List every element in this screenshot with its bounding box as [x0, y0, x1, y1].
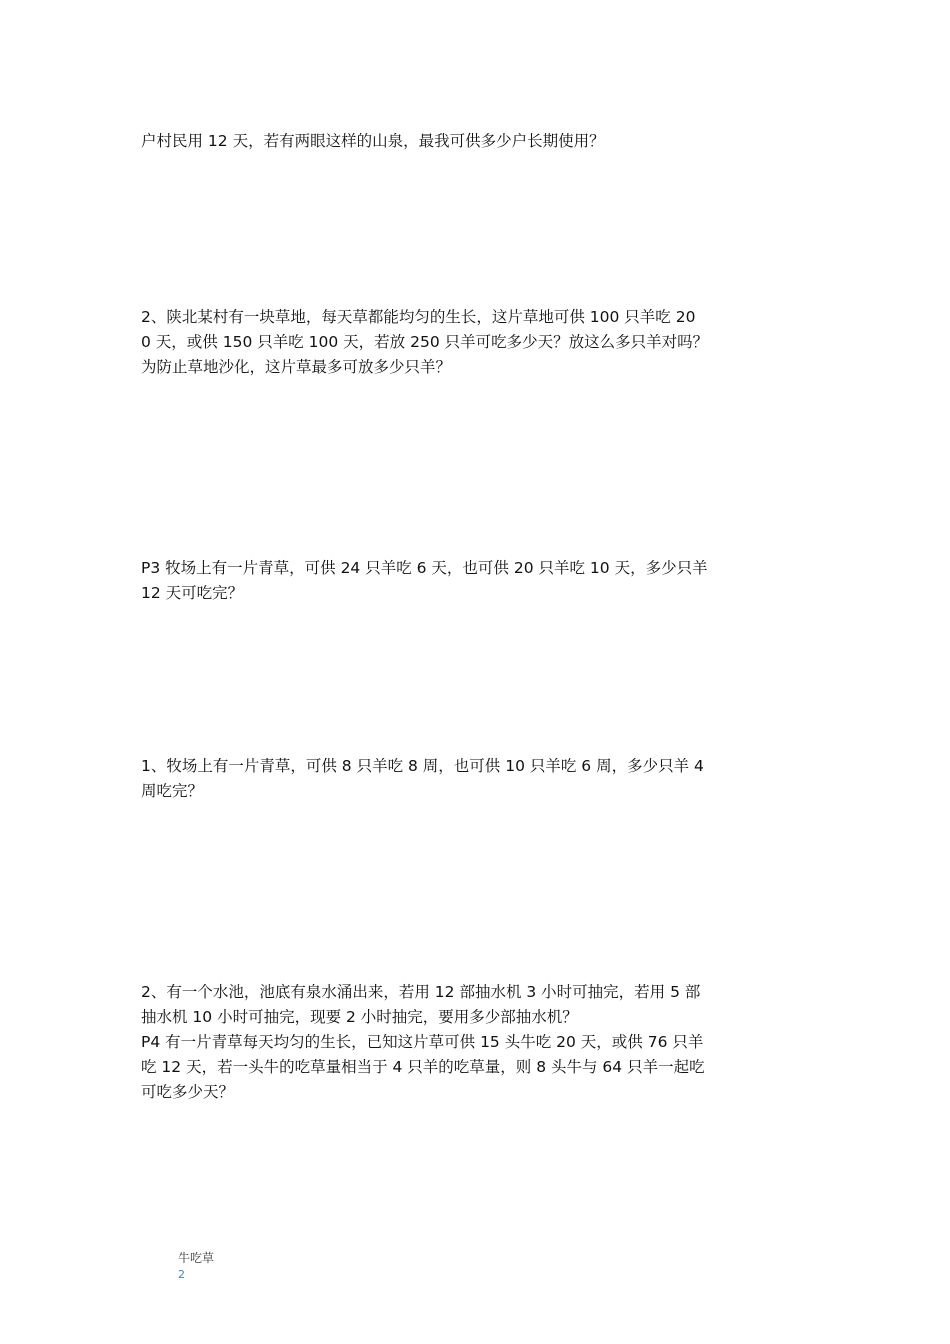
text-line: 2、有一个水池，池底有泉水涌出来，若用 12 部抽水机 3 小时可抽完，若用 5 部: [141, 983, 701, 1001]
paragraph-p3-pasture: [141, 556, 811, 606]
footer-title: 牛吃草: [178, 1251, 215, 1265]
paragraph-shaanbei-grassland: [141, 305, 811, 380]
paragraph-pasture-weeks: [141, 754, 811, 804]
text-line: 12 天可吃完？: [141, 584, 244, 602]
text-line: 抽水机 10 小时可抽完，现要 2 小时抽完，要用多少部抽水机？: [141, 1008, 578, 1026]
text-line: 为防止草地沙化，这片草最多可放多少只羊？: [141, 358, 452, 376]
text-line: 1、牧场上有一片青草，可供 8 只羊吃 8 周，也可供 10 只羊吃 6 周，多少只羊 4: [141, 757, 704, 775]
text-line: P4 有一片青草每天均匀的生长，已知这片草可供 15 头牛吃 20 天，或供 76 只羊: [141, 1033, 704, 1051]
text-line: 周吃完？: [141, 782, 204, 800]
paragraph-pool-pumps-and-p4: [141, 980, 811, 1105]
paragraph-spring-water-continued: [141, 129, 811, 154]
text-line: 0 天，或供 150 只羊吃 100 天，若放 250 只羊可吃多少天？放这么多只羊对吗？: [141, 333, 709, 351]
text-line: 吃 12 天，若一头牛的吃草量相当于 4 只羊的吃草量，则 8 头牛与 64 只羊一起吃: [141, 1058, 705, 1076]
text-line: P3 牧场上有一片青草，可供 24 只羊吃 6 天，也可供 20 只羊吃 10 天，多少只羊: [141, 559, 708, 577]
text-line: 户村民用 12 天，若有两眼这样的山泉，最我可供多少户长期使用？: [141, 132, 605, 150]
text-line: 2、陕北某村有一块草地，每天草都能均匀的生长，这片草地可供 100 只羊吃 20: [141, 308, 696, 326]
footer-page-number: 2: [178, 1268, 185, 1281]
text-line: 可吃多少天？: [141, 1083, 235, 1101]
